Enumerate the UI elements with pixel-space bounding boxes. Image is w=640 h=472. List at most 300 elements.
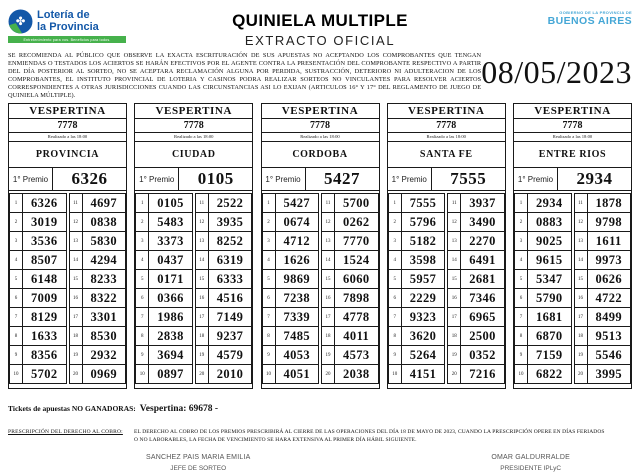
position-label: 20 [574, 365, 587, 384]
position-label: 13 [195, 232, 208, 251]
first-prize-row [135, 167, 252, 191]
winning-number: 0674 [275, 213, 319, 232]
results-columns [8, 103, 632, 389]
result-row [388, 308, 445, 327]
position-label: 1 [10, 194, 23, 213]
winning-number: 8530 [82, 327, 126, 346]
result-row [10, 270, 67, 289]
result-row [136, 327, 193, 346]
result-row [448, 194, 505, 213]
result-row [388, 365, 445, 384]
position-label: 13 [448, 232, 461, 251]
region-name: ENTRE RIOS [538, 149, 607, 161]
winning-number: 4151 [401, 365, 445, 384]
signature-name: OMAR GALDURRALDE [491, 453, 570, 461]
winning-number: 6870 [528, 327, 572, 346]
result-row [515, 289, 572, 308]
winning-number: 7216 [461, 365, 505, 384]
position-label: 18 [448, 327, 461, 346]
result-row [388, 251, 445, 270]
winning-number: 5702 [23, 365, 67, 384]
result-row [448, 327, 505, 346]
draw-date: 08/05/2023 [481, 54, 632, 90]
lottery-column [387, 103, 506, 389]
winning-number: 2932 [82, 346, 126, 365]
position-label: 15 [448, 270, 461, 289]
winning-number: 0105 [149, 194, 193, 213]
first-prize-label: 1° Premio [514, 168, 558, 190]
result-row [195, 327, 252, 346]
winning-number: 5796 [401, 213, 445, 232]
result-row [10, 365, 67, 384]
winning-number: 2681 [461, 270, 505, 289]
position-label: 19 [69, 346, 82, 365]
winning-number: 1633 [23, 327, 67, 346]
position-label: 6 [10, 289, 23, 308]
region-name: SANTA FE [419, 149, 473, 161]
position-label: 6 [388, 289, 401, 308]
session-label: VESPERTINA [514, 104, 631, 119]
result-row [69, 327, 126, 346]
position-label: 4 [262, 251, 275, 270]
position-label: 11 [69, 194, 82, 213]
result-row [322, 213, 379, 232]
winning-number: 5790 [528, 289, 572, 308]
winning-number: 2270 [461, 232, 505, 251]
position-label: 9 [262, 346, 275, 365]
government-brand [480, 6, 632, 27]
position-label: 16 [69, 289, 82, 308]
position-label: 1 [262, 194, 275, 213]
position-label: 9 [136, 346, 149, 365]
winning-number: 9025 [528, 232, 572, 251]
session-label: VESPERTINA [388, 104, 505, 119]
region-name: CIUDAD [171, 149, 216, 161]
winning-number: 5546 [587, 346, 631, 365]
result-row [195, 308, 252, 327]
results-half-table [9, 193, 67, 384]
winning-number: 2838 [149, 327, 193, 346]
loteria-logo-icon [8, 9, 33, 34]
winning-number: 4053 [275, 346, 319, 365]
winning-number: 0262 [335, 213, 379, 232]
prescription-section [8, 429, 632, 444]
result-row [574, 270, 631, 289]
position-label: 19 [574, 346, 587, 365]
gov-line1: GOBIERNO DE LA PROVINCIA DE [559, 10, 632, 15]
lottery-column [134, 103, 253, 389]
position-label: 17 [448, 308, 461, 327]
winning-number: 6326 [23, 194, 67, 213]
position-label: 2 [136, 213, 149, 232]
winning-number: 5483 [149, 213, 193, 232]
position-label: 12 [322, 213, 335, 232]
result-row [574, 194, 631, 213]
gov-line2: BUENOS AIRES [547, 15, 632, 27]
results-grid [388, 193, 505, 384]
winning-number: 1878 [587, 194, 631, 213]
position-label: 10 [10, 365, 23, 384]
logo-text [37, 10, 99, 33]
winning-number: 6965 [461, 308, 505, 327]
winning-number: 7555 [401, 194, 445, 213]
winning-number: 0838 [82, 213, 126, 232]
winning-number: 8322 [82, 289, 126, 308]
first-prize-label: 1° Premio [135, 168, 179, 190]
non-winning-tickets [8, 398, 632, 416]
result-row [195, 213, 252, 232]
position-label: 17 [69, 308, 82, 327]
result-row [136, 251, 193, 270]
winning-number: 6333 [208, 270, 252, 289]
position-label: 5 [10, 270, 23, 289]
result-row [10, 232, 67, 251]
winning-number: 7770 [335, 232, 379, 251]
position-label: 1 [388, 194, 401, 213]
result-row [69, 194, 126, 213]
result-row [262, 194, 319, 213]
winning-number: 9513 [587, 327, 631, 346]
first-prize-number: 2934 [576, 169, 613, 189]
winning-number: 2038 [335, 365, 379, 384]
signature-role: JEFE DE SORTEO [170, 464, 227, 472]
position-label: 20 [448, 365, 461, 384]
draw-number: 7778 [388, 119, 505, 133]
result-row [136, 365, 193, 384]
winning-number: 3935 [208, 213, 252, 232]
winning-number: 4778 [335, 308, 379, 327]
winning-number: 2934 [528, 194, 572, 213]
prescription-text: EL DERECHO AL COBRO DE LOS PREMIOS PRESCRIBIRÁ AL CIERRE DE LAS OPERACIONES DEL DÍA 18 DE MAYO DE 2023, CUANDO LA PRESCRIPCIÓN OPERE EN DÍAS FERIADOS O NO LABORABLES, LA FECHA DE VENCIMIENTO SE HARA EXTENSIVA AL PRIMER DÍA HÁBIL SIGUIENTE. [134, 429, 605, 443]
position-label: 14 [574, 251, 587, 270]
winning-number: 0352 [461, 346, 505, 365]
draw-number: 7778 [135, 119, 252, 133]
winning-number: 5830 [82, 232, 126, 251]
position-label: 8 [515, 327, 528, 346]
winning-number: 5264 [401, 346, 445, 365]
winning-number: 8507 [23, 251, 67, 270]
position-label: 3 [388, 232, 401, 251]
results-half-table [69, 193, 127, 384]
notice-row [8, 52, 632, 100]
result-row [10, 213, 67, 232]
winning-number: 9798 [587, 213, 631, 232]
position-label: 3 [262, 232, 275, 251]
first-prize-row [388, 167, 505, 191]
first-prize-number: 6326 [71, 169, 108, 189]
position-label: 10 [515, 365, 528, 384]
winning-number: 4051 [275, 365, 319, 384]
winning-number: 9323 [401, 308, 445, 327]
winning-number: 3620 [401, 327, 445, 346]
position-label: 16 [574, 289, 587, 308]
result-row [262, 213, 319, 232]
result-row [574, 308, 631, 327]
result-row [10, 194, 67, 213]
position-label: 3 [10, 232, 23, 251]
position-label: 15 [195, 270, 208, 289]
position-label: 4 [515, 251, 528, 270]
result-row [448, 270, 505, 289]
winning-number: 4579 [208, 346, 252, 365]
position-label: 4 [136, 251, 149, 270]
result-row [10, 346, 67, 365]
position-label: 8 [262, 327, 275, 346]
result-row [448, 232, 505, 251]
draw-number: 7778 [262, 119, 379, 133]
result-row [136, 270, 193, 289]
result-row [69, 308, 126, 327]
result-row [136, 308, 193, 327]
result-row [195, 194, 252, 213]
position-label: 3 [515, 232, 528, 251]
position-label: 5 [262, 270, 275, 289]
winning-number: 3598 [401, 251, 445, 270]
first-prize-label: 1° Premio [388, 168, 432, 190]
result-row [195, 251, 252, 270]
result-row [195, 232, 252, 251]
lottery-column [8, 103, 127, 389]
position-label: 11 [574, 194, 587, 213]
draw-number: 7778 [514, 119, 631, 133]
winning-number: 0366 [149, 289, 193, 308]
position-label: 7 [515, 308, 528, 327]
winning-number: 3301 [82, 308, 126, 327]
position-label: 6 [515, 289, 528, 308]
winning-number: 2229 [401, 289, 445, 308]
winning-number: 6822 [528, 365, 572, 384]
winning-number: 7159 [528, 346, 572, 365]
result-row [322, 346, 379, 365]
results-half-table [262, 193, 320, 384]
position-label: 10 [388, 365, 401, 384]
result-row [388, 346, 445, 365]
tickets-label: Tickets de apuestas NO GANADORAS: [8, 404, 136, 414]
session-label: VESPERTINA [135, 104, 252, 119]
result-row [195, 365, 252, 384]
position-label: 7 [262, 308, 275, 327]
position-label: 8 [136, 327, 149, 346]
draw-number: 7778 [9, 119, 126, 133]
winning-number: 0969 [82, 365, 126, 384]
position-label: 12 [195, 213, 208, 232]
position-label: 17 [574, 308, 587, 327]
signature-name: SANCHEZ PAIS MARIA EMILIA [146, 453, 251, 461]
result-row [10, 327, 67, 346]
winning-number: 9615 [528, 251, 572, 270]
result-row [448, 308, 505, 327]
result-row [388, 194, 445, 213]
result-row [322, 194, 379, 213]
winning-number: 7238 [275, 289, 319, 308]
winning-number: 3694 [149, 346, 193, 365]
results-half-table [388, 193, 446, 384]
loteria-logo [8, 6, 160, 43]
result-row [69, 270, 126, 289]
result-row [448, 365, 505, 384]
winning-number: 4516 [208, 289, 252, 308]
svg-text:✤: ✤ [15, 16, 26, 29]
position-label: 15 [322, 270, 335, 289]
position-label: 14 [69, 251, 82, 270]
position-label: 6 [262, 289, 275, 308]
result-row [136, 232, 193, 251]
result-row [262, 365, 319, 384]
results-grid [9, 193, 126, 384]
signature-left [146, 454, 250, 472]
winning-number: 1524 [335, 251, 379, 270]
result-row [515, 213, 572, 232]
results-half-table [574, 193, 632, 384]
results-grid [514, 193, 631, 384]
position-label: 9 [388, 346, 401, 365]
result-row [322, 232, 379, 251]
result-row [448, 251, 505, 270]
winning-number: 8252 [208, 232, 252, 251]
title-block [160, 6, 480, 48]
result-row [574, 213, 631, 232]
winning-number: 0626 [587, 270, 631, 289]
results-half-table [447, 193, 505, 384]
results-half-table [195, 193, 253, 384]
position-label: 19 [195, 346, 208, 365]
winning-number: 5957 [401, 270, 445, 289]
result-row [322, 289, 379, 308]
first-prize-row [514, 167, 631, 191]
winning-number: 3019 [23, 213, 67, 232]
position-label: 8 [10, 327, 23, 346]
winning-number: 2500 [461, 327, 505, 346]
tickets-value: Vespertina: 69678 - [139, 404, 219, 415]
result-row [195, 289, 252, 308]
position-label: 5 [388, 270, 401, 289]
position-label: 16 [195, 289, 208, 308]
position-label: 3 [136, 232, 149, 251]
result-row [388, 270, 445, 289]
first-prize-number: 0105 [197, 169, 234, 189]
results-grid [262, 193, 379, 384]
winning-number: 4573 [335, 346, 379, 365]
winning-number: 4712 [275, 232, 319, 251]
result-row [322, 365, 379, 384]
result-row [448, 213, 505, 232]
position-label: 15 [69, 270, 82, 289]
position-label: 18 [322, 327, 335, 346]
winning-number: 5427 [275, 194, 319, 213]
result-row [322, 270, 379, 289]
lottery-column [261, 103, 380, 389]
position-label: 19 [322, 346, 335, 365]
winning-number: 3937 [461, 194, 505, 213]
position-label: 16 [448, 289, 461, 308]
position-label: 9 [515, 346, 528, 365]
position-label: 18 [574, 327, 587, 346]
results-half-table [321, 193, 379, 384]
position-label: 12 [448, 213, 461, 232]
result-row [515, 194, 572, 213]
position-label: 8 [388, 327, 401, 346]
position-label: 2 [515, 213, 528, 232]
page-title: QUINIELA MULTIPLE [232, 11, 408, 30]
position-label: 12 [574, 213, 587, 232]
session-label: VESPERTINA [9, 104, 126, 119]
result-row [388, 327, 445, 346]
result-row [262, 232, 319, 251]
first-prize-row [9, 167, 126, 191]
position-label: 4 [388, 251, 401, 270]
position-label: 7 [136, 308, 149, 327]
position-label: 7 [388, 308, 401, 327]
winning-number: 2010 [208, 365, 252, 384]
position-label: 13 [322, 232, 335, 251]
result-row [515, 270, 572, 289]
result-row [262, 346, 319, 365]
winning-number: 4294 [82, 251, 126, 270]
winning-number: 1626 [275, 251, 319, 270]
results-half-table [514, 193, 572, 384]
result-row [136, 346, 193, 365]
logo-tagline: Entretenimiento para vos. Beneficios para todos. [8, 36, 126, 43]
winning-number: 3373 [149, 232, 193, 251]
winning-number: 3536 [23, 232, 67, 251]
position-label: 17 [322, 308, 335, 327]
first-prize-label: 1° Premio [262, 168, 306, 190]
winning-number: 8129 [23, 308, 67, 327]
position-label: 17 [195, 308, 208, 327]
result-row [515, 365, 572, 384]
position-label: 20 [69, 365, 82, 384]
result-row [262, 251, 319, 270]
signatures [8, 454, 632, 472]
result-row [322, 251, 379, 270]
draw-time-note: Realizado a las 18:00 [9, 133, 126, 142]
position-label: 16 [322, 289, 335, 308]
result-row [388, 213, 445, 232]
first-prize-row [262, 167, 379, 191]
result-row [69, 232, 126, 251]
position-label: 7 [10, 308, 23, 327]
result-row [262, 308, 319, 327]
position-label: 5 [136, 270, 149, 289]
position-label: 14 [195, 251, 208, 270]
position-label: 1 [136, 194, 149, 213]
logo-line1: Lotería de [37, 8, 90, 21]
winning-number: 0171 [149, 270, 193, 289]
winning-number: 7485 [275, 327, 319, 346]
result-row [262, 327, 319, 346]
position-label: 19 [448, 346, 461, 365]
winning-number: 7149 [208, 308, 252, 327]
winning-number: 1611 [587, 232, 631, 251]
winning-number: 8499 [587, 308, 631, 327]
result-row [448, 289, 505, 308]
winning-number: 1986 [149, 308, 193, 327]
winning-number: 7009 [23, 289, 67, 308]
winning-number: 3995 [587, 365, 631, 384]
result-row [322, 327, 379, 346]
result-row [515, 251, 572, 270]
winning-number: 5700 [335, 194, 379, 213]
logo-line2: la Provincia [37, 20, 99, 33]
position-label: 5 [515, 270, 528, 289]
winning-number: 6319 [208, 251, 252, 270]
result-row [515, 232, 572, 251]
result-row [574, 289, 631, 308]
position-label: 11 [448, 194, 461, 213]
winning-number: 7346 [461, 289, 505, 308]
result-row [515, 327, 572, 346]
winning-number: 9973 [587, 251, 631, 270]
